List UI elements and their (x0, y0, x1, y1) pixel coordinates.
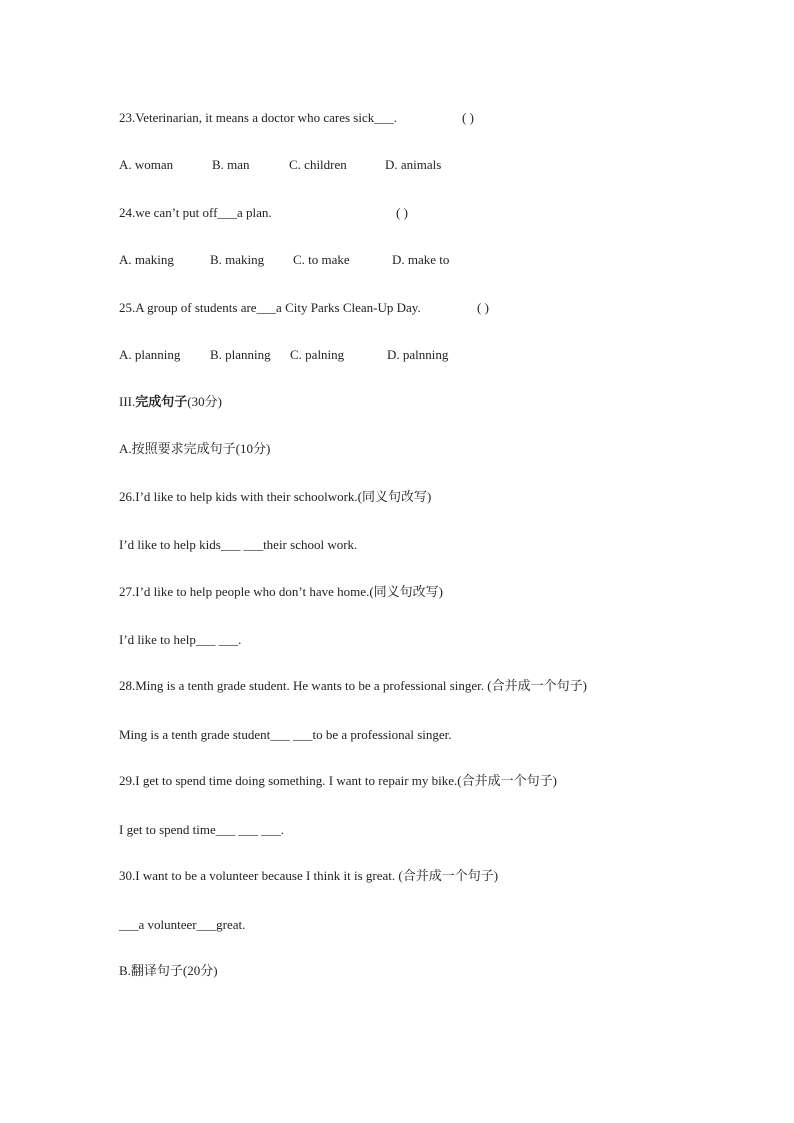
question-28-text: 28.Ming is a tenth grade student. He wants to be a professional singer. (合并成一个句子) (119, 678, 587, 693)
q23-option-d: D. animals (385, 157, 442, 172)
part-a-heading: A.按照要求完成句子(10分) (119, 441, 271, 456)
q23-option-b: B. man (212, 157, 250, 172)
question-27-text: 27.I’d like to help people who don’t have home.(同义句改写) (119, 584, 443, 599)
question-25-answer-paren: ( ) (477, 300, 489, 315)
question-24-answer-paren: ( ) (396, 205, 408, 220)
q25-option-b: B. planning (210, 347, 271, 362)
section-3-score: (30分) (187, 394, 222, 409)
question-28-answer-line: Ming is a tenth grade student___ ___to be a professional singer. (119, 727, 452, 742)
question-26-answer-line: I’d like to help kids___ ___their school work. (119, 537, 358, 552)
question-29-text: 29.I get to spend time doing something. I want to repair my bike.(合并成一个句子) (119, 773, 557, 788)
section-3-number: III. (119, 394, 136, 409)
part-b-heading: B.翻译句子(20分) (119, 963, 218, 978)
question-23-answer-paren: ( ) (462, 110, 474, 125)
q24-option-d: D. make to (392, 252, 450, 267)
question-26-text: 26.I’d like to help kids with their schoolwork.(同义句改写) (119, 489, 432, 504)
question-25-text: 25.A group of students are___a City Parks Clean-Up Day. (119, 300, 421, 315)
q24-option-a: A. making (119, 252, 174, 267)
question-29-answer-line: I get to spend time___ ___ ___. (119, 822, 285, 837)
question-23-text: 23.Veterinarian, it means a doctor who cares sick___. (119, 110, 397, 125)
section-3-title: 完成句子 (135, 394, 188, 409)
question-30-text: 30.I want to be a volunteer because I think it is great. (合并成一个句子) (119, 868, 499, 883)
q23-option-a: A. woman (119, 157, 174, 172)
section-3-heading (119, 394, 222, 410)
q24-option-b: B. making (210, 252, 265, 267)
q25-option-c: C. palning (290, 347, 345, 362)
q25-option-a: A. planning (119, 347, 181, 362)
q23-option-c: C. children (289, 157, 347, 172)
question-27-answer-line: I’d like to help___ ___. (119, 632, 242, 647)
question-30-answer-line: ___a volunteer___great. (119, 917, 246, 932)
question-24-text: 24.we can’t put off___a plan. (119, 205, 272, 220)
q25-option-d: D. palnning (387, 347, 449, 362)
q24-option-c: C. to make (293, 252, 350, 267)
